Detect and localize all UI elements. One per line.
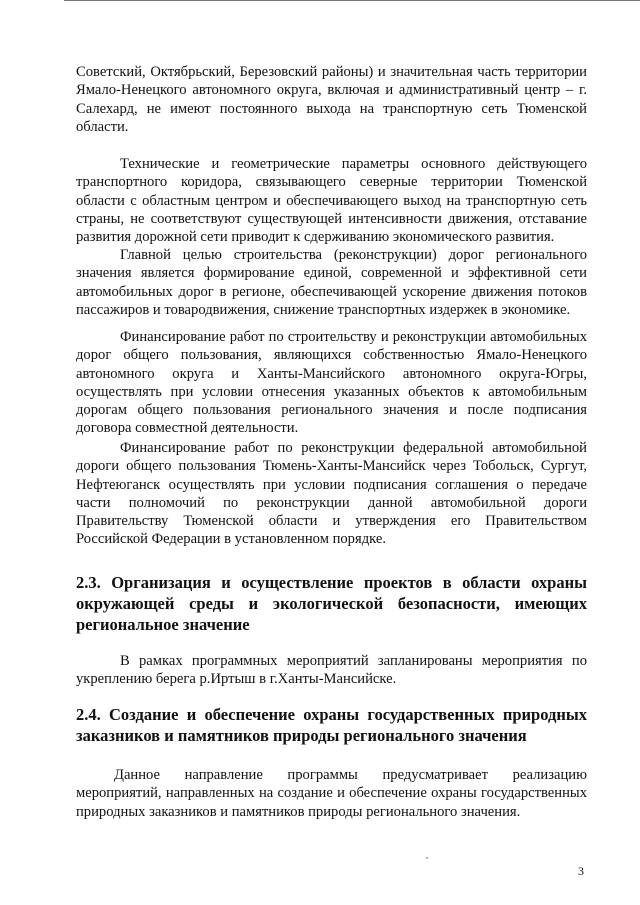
section-2-3-text: В рамках программных мероприятий запланированы мероприятия по укреплению берега р.Иртыш в г.Ханты-Мансийске. [76, 653, 587, 688]
top-border-line [64, 0, 640, 1]
section-2-4-heading: 2.4. Создание и обеспечение охраны государственных природных заказников и памятников природы регионального значения [76, 705, 587, 745]
page-number: 3 [578, 864, 584, 878]
section-2-3-heading: 2.3. Организация и осуществление проектов в области охраны окружающей среды и экологической безопасности, имеющих региональное значение [76, 573, 587, 634]
scan-speck [426, 857, 428, 859]
paragraph-2: Технические и геометрические параметры основного действующего транспортного коридора, связывающего северные территории Тюменской области с областным центром и обеспечивающего выход на транспортную сеть страны, не соответствуют существующей интенсивности движения, отставание развития дорожной сети приводит к сдерживанию экономического развития. [76, 156, 587, 246]
paragraph-5: Финансирование работ по реконструкции федеральной автомобильной дороги общего пользования Тюмень-Ханты-Мансийск через Тобольск, Сургут, Нефтеюганск осуществлять при условии подписания соглашения о передаче части полномочий по реконструкции данной автомобильной дороги Правительству Тюменской области и утверждения его Правительством Российской Федерации в установленном порядке. [76, 440, 587, 548]
section-2-4-text: Данное направление программы предусматривает реализацию мероприятий, направленных на создание и обеспечение охраны государственных природных заказников и памятников природы регионального значения. [76, 767, 587, 820]
paragraph-3: Главной целью строительства (реконструкции) дорог регионального значения является формирование единой, современной и эффективной сети автомобильных дорог в регионе, обеспечивающей ускорение движения потоков пассажиров и товародвижения, снижение транспортных издержек в экономике. [76, 247, 587, 318]
paragraph-1: Советский, Октябрьский, Березовский районы) и значительная часть территории Ямало-Ненецкого автономного округа, включая и административный центр – г. Салехард, не имеют постоянного выхода на транспортную сеть Тюменской области. [76, 64, 587, 135]
paragraph-4: Финансирование работ по строительству и реконструкции автомобильных дорог общего пользования, являющихся собственностью Ямало-Ненецкого автономного округа и Ханты-Мансийского автономного округа-Югры, осуществлять при условии отнесения указанных объектов к автомобильным дорогам общего пользования регионального значения и после подписания договора совместной деятельности. [76, 329, 587, 437]
